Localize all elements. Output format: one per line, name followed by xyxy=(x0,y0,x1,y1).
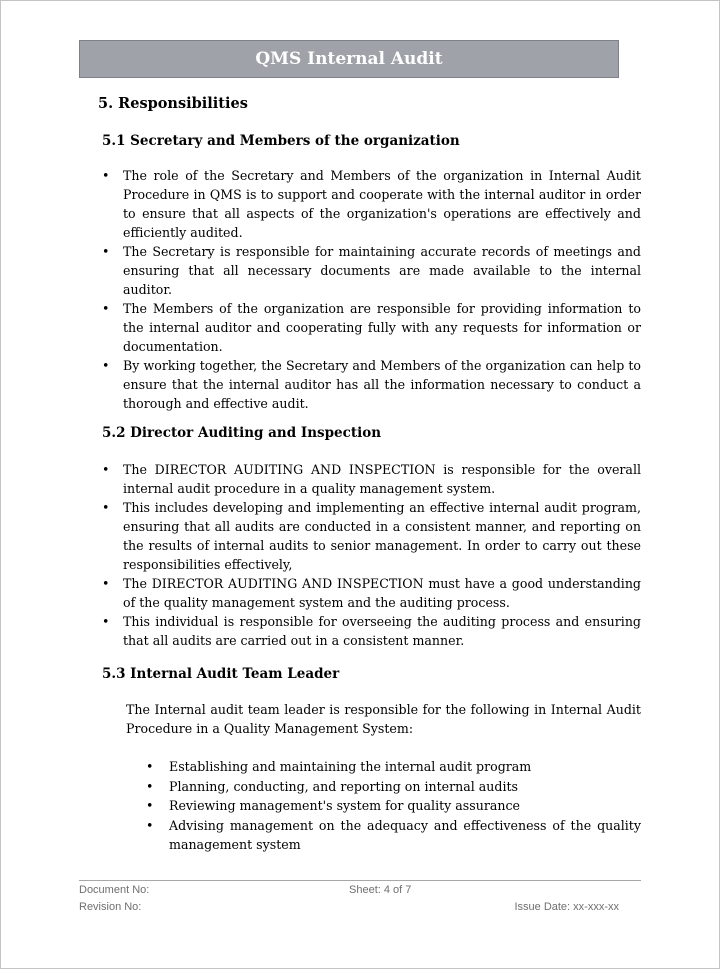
bullet-icon: • xyxy=(146,759,154,774)
document-title: QMS Internal Audit xyxy=(255,49,443,69)
list-item: • This individual is responsible for overseeing the auditing process and ensuring that all audits are carried out in a consistent manner. xyxy=(102,614,641,648)
list-item: • The role of the Secretary and Members of the organization in Internal Audit Procedure in QMS is to support and cooperate with the internal auditor in order to ensure that all aspects of the organization's operations are effectively and efficiently audited. xyxy=(102,168,641,240)
issue-date: Issue Date: xx-xxx-xx xyxy=(514,901,619,913)
list-item: • This includes developing and implementing an effective internal audit program, ensuring that all audits are conducted in a consistent manner, and reporting on the results of internal audits to senior management. In order to carry out these responsibilities effectively, xyxy=(102,500,641,572)
bullet-icon: • xyxy=(102,358,110,373)
document-header xyxy=(79,40,619,78)
section-title: 5. Responsibilities xyxy=(98,95,248,112)
list-item: • The Secretary is responsible for maintaining accurate records of meetings and ensuring that all necessary documents are made available to the internal auditor. xyxy=(102,244,641,297)
bullet-icon: • xyxy=(146,778,154,794)
bullet-icon: • xyxy=(102,576,110,591)
bullet-icon: • xyxy=(146,817,154,833)
list-item: • The DIRECTOR AUDITING AND INSPECTION is responsible for the overall internal audit procedure in a quality management system. xyxy=(102,462,641,496)
list-item: • Establishing and maintaining the internal audit program xyxy=(146,757,641,777)
bullet-list-5-1 xyxy=(102,166,641,413)
list-item: • The DIRECTOR AUDITING AND INSPECTION must have a good understanding of the quality management system and the auditing process. xyxy=(102,576,641,610)
intro-paragraph: The Internal audit team leader is responsible for the following in Internal Audit Procedure in a Quality Management System: xyxy=(126,702,641,736)
subsection-title-5-1: 5.1 Secretary and Members of the organization xyxy=(102,133,460,149)
list-item: • Planning, conducting, and reporting on internal audits xyxy=(146,777,641,797)
bullet-icon: • xyxy=(102,500,110,515)
bullet-icon: • xyxy=(102,301,110,316)
bullet-icon: • xyxy=(102,462,110,477)
list-item: • Advising management on the adequacy and effectiveness of the quality management system xyxy=(146,817,641,852)
bullet-icon: • xyxy=(102,614,110,629)
subsection-title-5-2: 5.2 Director Auditing and Inspection xyxy=(102,425,382,441)
list-item: • By working together, the Secretary and Members of the organization can help to ensure that the internal auditor has all the information necessary to conduct a thorough and effective audit. xyxy=(102,358,641,411)
subsection-title-5-3: 5.3 Internal Audit Team Leader xyxy=(102,666,340,682)
bullet-icon: • xyxy=(146,798,154,813)
document-footer xyxy=(79,880,641,915)
sheet-number: Sheet: 4 of 7 xyxy=(349,884,412,896)
bullet-icon: • xyxy=(102,168,110,183)
bullet-list-5-2 xyxy=(102,460,641,650)
list-item: • Reviewing management's system for quality assurance xyxy=(146,796,641,816)
document-no-label: Document No: xyxy=(79,884,150,896)
bullet-icon: • xyxy=(102,244,110,259)
list-item: • The Members of the organization are responsible for providing information to the internal auditor and cooperating fully with any requests for information or documentation. xyxy=(102,301,641,354)
bullet-list-5-3 xyxy=(146,757,641,855)
revision-no-label: Revision No: xyxy=(79,901,142,913)
